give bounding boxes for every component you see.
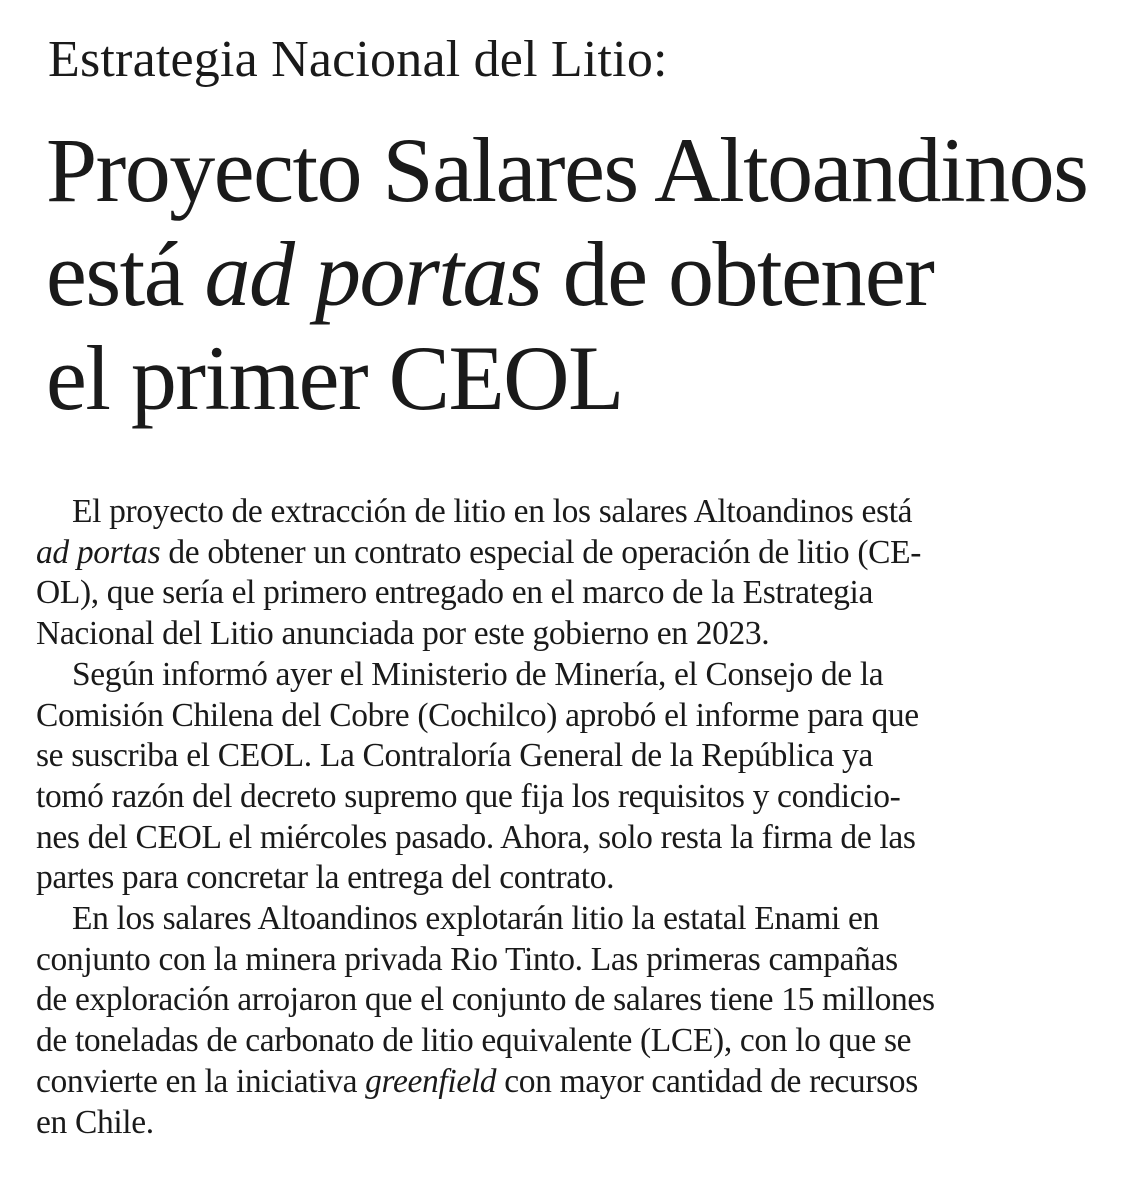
kicker: Estrategia Nacional del Litio: — [48, 31, 668, 88]
body-line: tomó razón del decreto supremo que fija los requisitos y condicio- — [36, 777, 901, 815]
body-line: Según informó ayer el Ministerio de Minería, el Consejo de la — [72, 655, 884, 693]
body-line — [36, 533, 1108, 574]
body-line: Comisión Chilena del Cobre (Cochilco) aprobó el informe para que — [36, 696, 919, 734]
italic-term: greenfield — [365, 1062, 497, 1100]
body-text: con mayor cantidad de recursos — [496, 1062, 918, 1100]
body-line: de exploración arrojaron que el conjunto de salares tiene 15 millones — [36, 981, 935, 1019]
headline — [46, 118, 1087, 430]
article-body — [36, 492, 1108, 1143]
body-line: nes del CEOL el miércoles pasado. Ahora, solo resta la firma de las — [36, 818, 916, 856]
headline-text: de obtener — [541, 223, 934, 325]
body-line: se suscriba el CEOL. La Contraloría General de la República ya — [36, 737, 873, 775]
body-text: de obtener un contrato especial de operación de litio (CE- — [160, 533, 922, 571]
paragraph-3 — [36, 899, 1108, 1143]
body-line: En los salares Altoandinos explotarán litio la estatal Enami en — [72, 900, 879, 938]
headline-line-1: Proyecto Salares Altoandinos — [46, 119, 1088, 221]
body-line: conjunto con la minera privada Rio Tinto. Las primeras campañas — [36, 940, 898, 978]
body-line: Nacional del Litio anunciada por este gobierno en 2023. — [36, 615, 770, 653]
body-line: de toneladas de carbonato de litio equivalente (LCE), con lo que se — [36, 1022, 912, 1060]
body-line: OL), que sería el primero entregado en el marco de la Estrategia — [36, 574, 874, 612]
headline-line-2 — [46, 222, 1087, 326]
headline-text: está — [46, 223, 205, 325]
paragraph-1 — [36, 492, 1108, 655]
body-line: en Chile. — [36, 1103, 154, 1141]
body-text: convierte en la iniciativa — [36, 1062, 366, 1100]
headline-line-3: el primer CEOL — [46, 327, 623, 429]
paragraph-2 — [36, 655, 1108, 899]
body-line: partes para concretar la entrega del contrato. — [36, 859, 615, 897]
body-line — [36, 1062, 1108, 1103]
italic-term: ad portas — [36, 533, 161, 571]
body-line: El proyecto de extracción de litio en los salares Altoandinos está — [72, 493, 913, 530]
headline-italic-term: ad portas — [204, 223, 542, 325]
